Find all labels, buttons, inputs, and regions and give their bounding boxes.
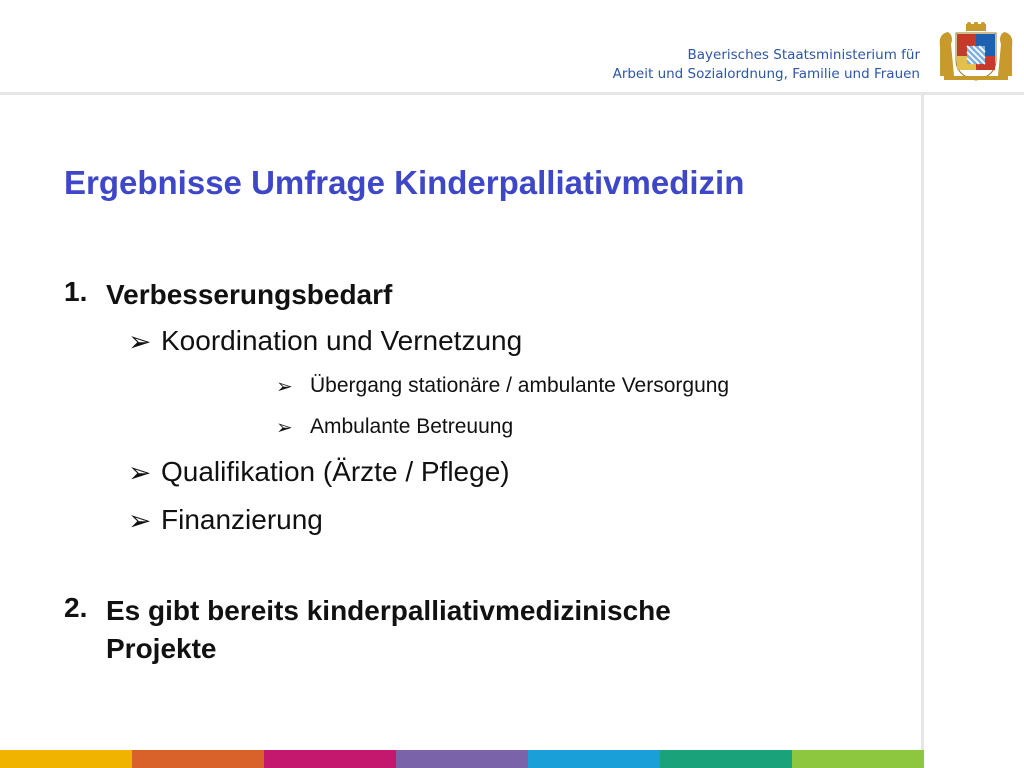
footer-color-segment-7 xyxy=(792,750,924,768)
list-number-2: 2. xyxy=(64,592,88,623)
list-item-2-line-1: Es gibt bereits kinderpalliativmedizinische xyxy=(106,595,671,626)
slide-title: Ergebnisse Umfrage Kinderpalliativmedizin xyxy=(64,164,745,201)
footer-color-segment-5 xyxy=(528,750,660,768)
arrowhead-bullet-icon: ➢ xyxy=(128,505,152,536)
arrowhead-bullet-icon: ➢ xyxy=(128,326,152,357)
sub-item-label: Qualifikation (Ärzte / Pflege) xyxy=(161,456,510,487)
footer-color-segment-6 xyxy=(660,750,792,768)
arrowhead-bullet-icon: ➢ xyxy=(276,417,293,439)
ministry-line-1: Bayerisches Staatsministerium für xyxy=(687,47,920,63)
list-item-2-line-2: Projekte xyxy=(106,633,217,664)
bavarian-coat-of-arms-icon xyxy=(934,22,1018,82)
header-divider xyxy=(0,92,1024,95)
list-item-1-label: Verbesserungsbedarf xyxy=(106,279,393,310)
arrowhead-bullet-icon: ➢ xyxy=(128,457,152,488)
footer-color-bar xyxy=(0,750,924,768)
sub-item-label: Finanzierung xyxy=(161,504,323,535)
sub-sub-item-label: Übergang stationäre / ambulante Versorgung xyxy=(310,374,730,397)
footer-color-segment-1 xyxy=(0,750,132,768)
list-number-1: 1. xyxy=(64,276,88,307)
side-divider xyxy=(921,95,924,768)
ministry-name xyxy=(613,46,920,84)
sub-sub-item-label: Ambulante Betreuung xyxy=(310,415,514,438)
footer-color-segment-3 xyxy=(264,750,396,768)
footer-color-segment-4 xyxy=(396,750,528,768)
footer-color-segment-2 xyxy=(132,750,264,768)
arrowhead-bullet-icon: ➢ xyxy=(276,376,293,398)
ministry-line-2: Arbeit und Sozialordnung, Familie und Frauen xyxy=(612,66,920,82)
sub-item-label: Koordination und Vernetzung xyxy=(161,325,523,356)
